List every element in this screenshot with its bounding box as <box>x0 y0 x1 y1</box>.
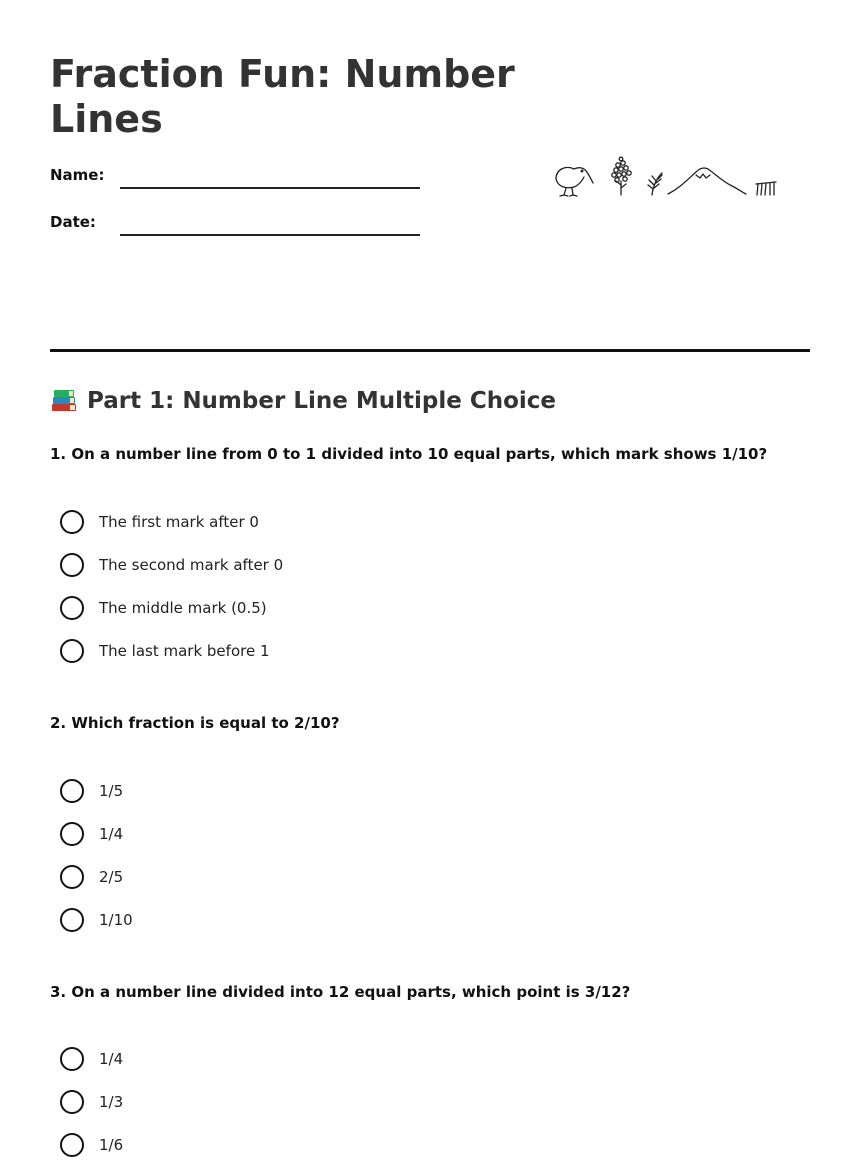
radio-button[interactable] <box>60 1047 84 1071</box>
radio-button[interactable] <box>60 639 84 663</box>
radio-button[interactable] <box>60 1133 84 1157</box>
option-label: The first mark after 0 <box>99 513 259 531</box>
section-heading-part1 <box>50 388 556 414</box>
books-icon <box>50 388 78 414</box>
q1-option-a[interactable] <box>60 509 259 535</box>
radio-button[interactable] <box>60 865 84 889</box>
option-label: The middle mark (0.5) <box>99 599 267 617</box>
radio-button[interactable] <box>60 779 84 803</box>
option-label: 1/6 <box>99 1136 124 1154</box>
option-label: 1/4 <box>99 1050 124 1068</box>
fern-icon <box>648 173 662 195</box>
option-label: 1/3 <box>99 1093 124 1111</box>
header-divider <box>50 349 810 352</box>
option-label: 1/4 <box>99 825 124 843</box>
q2-option-b[interactable] <box>60 821 123 847</box>
radio-button[interactable] <box>60 596 84 620</box>
option-label: The last mark before 1 <box>99 642 270 660</box>
option-label: 1/5 <box>99 782 124 800</box>
name-label: Name: <box>50 166 105 184</box>
date-field <box>50 213 420 243</box>
kiwi-bird-icon <box>556 167 593 196</box>
q1-option-b[interactable] <box>60 552 283 578</box>
decorative-illustrations <box>552 155 782 200</box>
q1-option-c[interactable] <box>60 595 267 621</box>
radio-button[interactable] <box>60 908 84 932</box>
option-label: 1/10 <box>99 911 133 929</box>
option-label: The second mark after 0 <box>99 556 284 574</box>
q1-option-d[interactable] <box>60 638 270 664</box>
question-1: 1. On a number line from 0 to 1 divided into 10 equal parts, which mark shows 1/10? <box>50 445 768 463</box>
question-3: 3. On a number line divided into 12 equal parts, which point is 3/12? <box>50 983 631 1001</box>
question-2: 2. Which fraction is equal to 2/10? <box>50 714 340 732</box>
q2-option-c[interactable] <box>60 864 123 890</box>
radio-button[interactable] <box>60 510 84 534</box>
name-write-line <box>120 187 420 189</box>
q3-option-b[interactable] <box>60 1089 123 1115</box>
worksheet-page <box>50 0 810 1161</box>
q2-option-a[interactable] <box>60 778 123 804</box>
page-title: Fraction Fun: Number Lines <box>50 52 515 141</box>
radio-button[interactable] <box>60 1090 84 1114</box>
q3-option-c[interactable] <box>60 1132 123 1158</box>
fence-icon <box>756 182 776 195</box>
pohutukawa-flower-icon <box>612 157 631 195</box>
radio-button[interactable] <box>60 553 84 577</box>
section-heading-text: Part 1: Number Line Multiple Choice <box>87 388 556 414</box>
name-field <box>50 166 420 196</box>
date-write-line <box>120 234 420 236</box>
date-label: Date: <box>50 213 96 231</box>
radio-button[interactable] <box>60 822 84 846</box>
mountain-icon <box>668 168 746 194</box>
option-label: 2/5 <box>99 868 124 886</box>
q3-option-a[interactable] <box>60 1046 123 1072</box>
q2-option-d[interactable] <box>60 907 133 933</box>
